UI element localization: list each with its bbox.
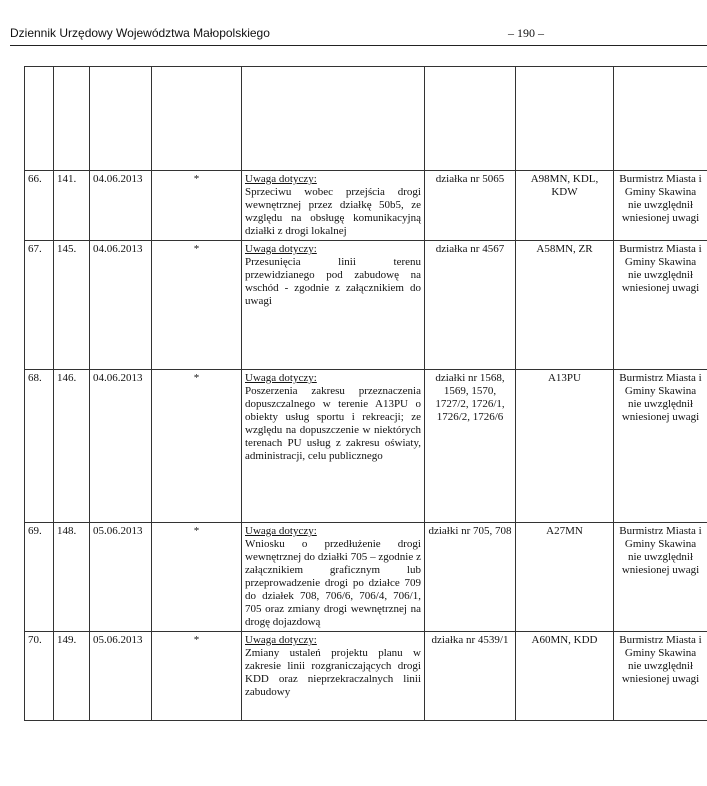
- row-remark-number: 146.: [54, 370, 90, 523]
- table-cell: [54, 67, 90, 171]
- row-plot: działka nr 4539/1: [425, 632, 516, 721]
- remark-text: Zmiany ustaleń projektu planu w zakresie linii rozgraniczających drogi KDD oraz nieprzekraczalnych linii zabudowy: [245, 647, 421, 698]
- row-zone: A27MN: [516, 523, 614, 632]
- remark-label: Uwaga dotyczy:: [245, 525, 317, 537]
- row-submitter: *: [152, 632, 242, 721]
- row-remark: [242, 171, 425, 241]
- row-remark-number: 141.: [54, 171, 90, 241]
- row-remark: [242, 370, 425, 523]
- row-lp: 70.: [25, 632, 54, 721]
- remark-text: Sprzeciwu wobec przejścia drogi wewnętrznej przez działkę 50b5, ze względu na obsługę komunikacyjną działki z drogi lokalnej: [245, 186, 421, 237]
- remark-label: Uwaga dotyczy:: [245, 173, 317, 185]
- row-plot: działki nr 705, 708: [425, 523, 516, 632]
- row-plot: działki nr 1568, 1569, 1570, 1727/2, 1726/1, 1726/2, 1726/6: [425, 370, 516, 523]
- row-remark: [242, 523, 425, 632]
- table-row: [25, 171, 707, 241]
- row-plot: działka nr 5065: [425, 171, 516, 241]
- row-zone: A13PU: [516, 370, 614, 523]
- table-cell: [242, 67, 425, 171]
- row-submitter: *: [152, 241, 242, 370]
- remark-label: Uwaga dotyczy:: [245, 634, 317, 646]
- row-date: 04.06.2013: [90, 171, 152, 241]
- table-cell: [516, 67, 614, 171]
- remark-label: Uwaga dotyczy:: [245, 372, 317, 384]
- row-decision: Burmistrz Miasta i Gminy Skawina nie uwzględnił wniesionej uwagi: [614, 241, 707, 370]
- row-lp: 68.: [25, 370, 54, 523]
- table-row: [25, 370, 707, 523]
- row-zone: A98MN, KDL, KDW: [516, 171, 614, 241]
- page-header: [10, 26, 707, 44]
- row-lp: 69.: [25, 523, 54, 632]
- row-decision: Burmistrz Miasta i Gminy Skawina nie uwzględnił wniesionej uwagi: [614, 523, 707, 632]
- row-remark: [242, 241, 425, 370]
- row-plot: działka nr 4567: [425, 241, 516, 370]
- table-row-continued: [25, 67, 707, 171]
- row-remark-number: 149.: [54, 632, 90, 721]
- table-cell: [90, 67, 152, 171]
- row-remark-number: 145.: [54, 241, 90, 370]
- remark-label: Uwaga dotyczy:: [245, 243, 317, 255]
- page-number: – 190 –: [508, 26, 544, 40]
- table-cell: [614, 67, 707, 171]
- remark-text: Przesunięcia linii terenu przewidzianego pod zabudowę na wschód - zgodnie z załącznikiem do uwagi: [245, 256, 421, 307]
- row-decision: Burmistrz Miasta i Gminy Skawina nie uwzględnił wniesionej uwagi: [614, 632, 707, 721]
- journal-title: Dziennik Urzędowy Województwa Małopolskiego: [10, 26, 270, 40]
- table-row: [25, 523, 707, 632]
- row-decision: Burmistrz Miasta i Gminy Skawina nie uwzględnił wniesionej uwagi: [614, 370, 707, 523]
- row-remark: [242, 632, 425, 721]
- row-date: 04.06.2013: [90, 241, 152, 370]
- table-cell: [425, 67, 516, 171]
- table-cell: [152, 67, 242, 171]
- header-divider: [10, 45, 707, 46]
- table-row: [25, 241, 707, 370]
- remarks-table: [24, 66, 707, 721]
- table-cell: [25, 67, 54, 171]
- row-remark-number: 148.: [54, 523, 90, 632]
- row-submitter: *: [152, 523, 242, 632]
- remark-text: Wniosku o przedłużenie drogi wewnętrznej do działki 705 – zgodnie z załącznikiem graficznym lub przeprowadzenie drogi po działce 709 do działek 708, 706/6, 706/4, 706/1, 705 oraz zmiany drogi wewnętrznej na drogę dojazdową: [245, 538, 421, 628]
- row-lp: 66.: [25, 171, 54, 241]
- row-date: 04.06.2013: [90, 370, 152, 523]
- row-lp: 67.: [25, 241, 54, 370]
- row-zone: A60MN, KDD: [516, 632, 614, 721]
- row-date: 05.06.2013: [90, 523, 152, 632]
- row-zone: A58MN, ZR: [516, 241, 614, 370]
- row-date: 05.06.2013: [90, 632, 152, 721]
- row-submitter: *: [152, 171, 242, 241]
- row-decision: Burmistrz Miasta i Gminy Skawina nie uwzględnił wniesionej uwagi: [614, 171, 707, 241]
- remark-text: Poszerzenia zakresu przeznaczenia dopuszczalnego w terenie A13PU o obiekty usług sportu i rekreacji; ze względu na dopuszczenie w niektórych terenach PU usług z zakresu oświaty, administracji, celu publicznego: [245, 385, 421, 462]
- row-submitter: *: [152, 370, 242, 523]
- table-row: [25, 632, 707, 721]
